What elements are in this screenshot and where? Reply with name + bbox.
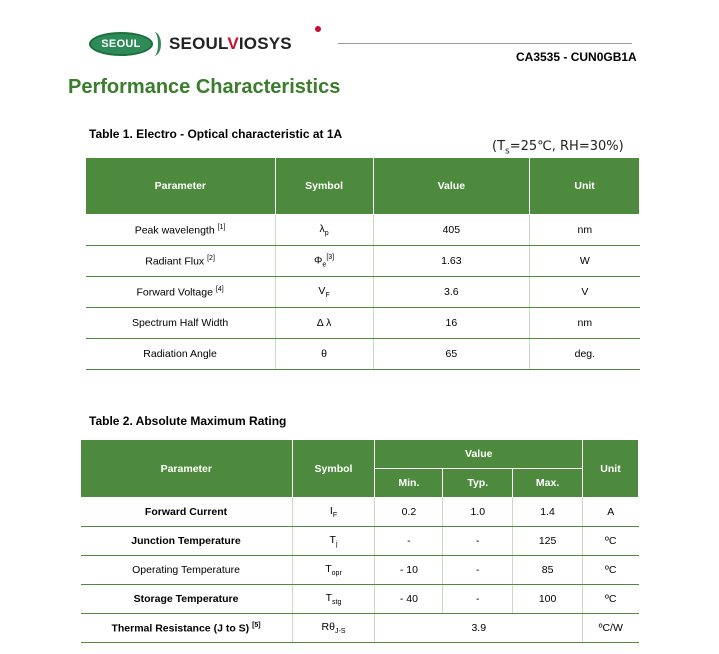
symbol-cell bbox=[292, 585, 375, 614]
parameter-name: Radiant Flux bbox=[145, 255, 205, 268]
parameter-cell bbox=[81, 556, 293, 585]
max-cell: 100 bbox=[513, 585, 583, 614]
parameter-name: Operating Temperature bbox=[132, 564, 240, 576]
unit-cell: deg. bbox=[530, 339, 640, 370]
footnote-ref: [5] bbox=[252, 621, 261, 629]
max-cell: 125 bbox=[513, 527, 583, 556]
logo-oval-text: SEOUL bbox=[101, 38, 141, 50]
logo-wordmark-suffix: IOSYS bbox=[238, 34, 292, 53]
symbol-main: Rθ bbox=[321, 620, 335, 633]
parameter-cell bbox=[86, 308, 276, 339]
logo-wordmark-v: V bbox=[227, 34, 239, 53]
symbol-cell bbox=[292, 527, 375, 556]
header-rule bbox=[338, 43, 632, 44]
typ-cell: 1.0 bbox=[443, 498, 513, 527]
symbol-cell bbox=[275, 308, 373, 339]
symbol-main: T bbox=[325, 562, 332, 575]
electro-optical-table bbox=[85, 157, 640, 370]
symbol-cell bbox=[292, 614, 375, 643]
parameter-name: Forward Voltage bbox=[136, 286, 213, 299]
unit-cell: nm bbox=[530, 308, 640, 339]
footnote-ref: [1] bbox=[217, 223, 226, 231]
parameter-name: Thermal Resistance (J to S) bbox=[111, 622, 250, 635]
min-cell: - bbox=[375, 527, 443, 556]
unit-cell: V bbox=[530, 277, 640, 308]
value-cell: 65 bbox=[373, 339, 530, 370]
symbol-main: θ bbox=[321, 348, 327, 360]
symbol-main: T bbox=[329, 533, 336, 546]
min-cell: - 10 bbox=[375, 556, 443, 585]
parameter-name: Spectrum Half Width bbox=[131, 317, 229, 329]
table1-condition bbox=[492, 139, 624, 157]
symbol-main: V bbox=[318, 284, 326, 297]
t1-header-value: Value bbox=[373, 158, 530, 215]
typ-cell: - bbox=[443, 585, 513, 614]
table-row bbox=[86, 308, 640, 339]
symbol-cell bbox=[292, 498, 375, 527]
t1-header-parameter: Parameter bbox=[86, 158, 276, 215]
max-cell: 1.4 bbox=[513, 498, 583, 527]
table-row bbox=[86, 246, 640, 277]
table2-title: Table 2. Absolute Maximum Rating bbox=[89, 414, 287, 428]
unit-cell: ºC/W bbox=[583, 614, 639, 643]
symbol-subscript: p bbox=[324, 230, 329, 238]
symbol-cell bbox=[275, 215, 373, 246]
symbol-subscript: j bbox=[335, 541, 338, 549]
seoul-viosys-logo bbox=[89, 30, 292, 58]
logo-wordmark-prefix: SEOUL bbox=[169, 34, 228, 53]
unit-cell: ºC bbox=[583, 527, 639, 556]
parameter-name: Junction Temperature bbox=[131, 535, 241, 547]
condition-sub: s bbox=[505, 146, 510, 157]
symbol-subscript: stg bbox=[332, 599, 342, 607]
t2-header-symbol: Symbol bbox=[292, 440, 375, 498]
absolute-maximum-rating-table bbox=[80, 439, 639, 643]
page-title: Performance Characteristics bbox=[68, 76, 341, 98]
symbol-main: I bbox=[329, 504, 333, 517]
table-row bbox=[81, 527, 639, 556]
max-cell: 85 bbox=[513, 556, 583, 585]
value-cell: 1.63 bbox=[373, 246, 530, 277]
min-cell: 0.2 bbox=[375, 498, 443, 527]
footnote-ref: [2] bbox=[207, 254, 215, 262]
t1-header-symbol: Symbol bbox=[275, 158, 373, 215]
value-merged-cell: 3.9 bbox=[375, 614, 583, 643]
table-row bbox=[81, 498, 639, 527]
symbol-subscript: F bbox=[325, 292, 330, 300]
t2-header-min: Min. bbox=[375, 469, 443, 498]
symbol-main: Φ bbox=[314, 254, 323, 267]
symbol-cell bbox=[275, 246, 373, 277]
unit-cell: W bbox=[530, 246, 640, 277]
t2-header-max: Max. bbox=[513, 469, 583, 498]
parameter-cell bbox=[81, 614, 293, 643]
parameter-name: Radiation Angle bbox=[143, 348, 217, 360]
parameter-cell bbox=[81, 527, 293, 556]
footnote-ref: [4] bbox=[215, 285, 224, 293]
symbol-subscript: F bbox=[332, 512, 338, 520]
symbol-subscript: e bbox=[322, 261, 327, 269]
t1-header-unit: Unit bbox=[530, 158, 640, 215]
typ-cell: - bbox=[443, 556, 513, 585]
parameter-name: Storage Temperature bbox=[133, 593, 239, 605]
value-cell: 3.6 bbox=[373, 277, 530, 308]
parameter-cell bbox=[86, 277, 276, 308]
t2-header-parameter: Parameter bbox=[81, 440, 293, 498]
parameter-cell bbox=[86, 246, 276, 277]
symbol-subscript: opr bbox=[331, 570, 342, 578]
table-row bbox=[86, 277, 640, 308]
unit-cell: A bbox=[583, 498, 639, 527]
condition-rest: =25℃, RH=30%) bbox=[509, 139, 624, 154]
symbol-subscript: J-S bbox=[334, 628, 346, 636]
typ-cell: - bbox=[443, 527, 513, 556]
value-cell: 16 bbox=[373, 308, 530, 339]
value-cell: 405 bbox=[373, 215, 530, 246]
symbol-cell bbox=[275, 339, 373, 370]
unit-cell: ºC bbox=[583, 556, 639, 585]
symbol-superscript: [3] bbox=[326, 253, 335, 261]
symbol-cell bbox=[292, 556, 375, 585]
logo-swoosh-icon bbox=[147, 32, 161, 56]
table-row bbox=[86, 339, 640, 370]
logo-oval-badge bbox=[89, 32, 153, 56]
condition-open: (T bbox=[492, 139, 506, 154]
logo-wordmark bbox=[169, 34, 292, 54]
table-row bbox=[81, 585, 639, 614]
t2-header-typ: Typ. bbox=[443, 469, 513, 498]
table-row bbox=[81, 614, 639, 643]
table-row bbox=[81, 556, 639, 585]
parameter-cell bbox=[86, 339, 276, 370]
parameter-name: Peak wavelength bbox=[134, 224, 215, 237]
parameter-cell bbox=[81, 498, 293, 527]
symbol-main: λ bbox=[319, 222, 325, 235]
unit-cell: nm bbox=[530, 215, 640, 246]
t2-header-unit: Unit bbox=[583, 440, 639, 498]
symbol-main: T bbox=[325, 591, 333, 604]
unit-cell: ºC bbox=[583, 585, 639, 614]
logo-dot-icon bbox=[315, 26, 321, 32]
parameter-name: Forward Current bbox=[144, 506, 228, 518]
min-cell: - 40 bbox=[375, 585, 443, 614]
parameter-cell bbox=[86, 215, 276, 246]
table1-title: Table 1. Electro - Optical characteristic at 1A bbox=[89, 127, 343, 141]
model-number: CA3535 - CUN0GB1A bbox=[516, 50, 637, 64]
table-row bbox=[86, 215, 640, 246]
symbol-main: Δ λ bbox=[316, 317, 332, 329]
parameter-cell bbox=[81, 585, 293, 614]
symbol-cell bbox=[275, 277, 373, 308]
t2-header-value: Value bbox=[375, 440, 583, 469]
